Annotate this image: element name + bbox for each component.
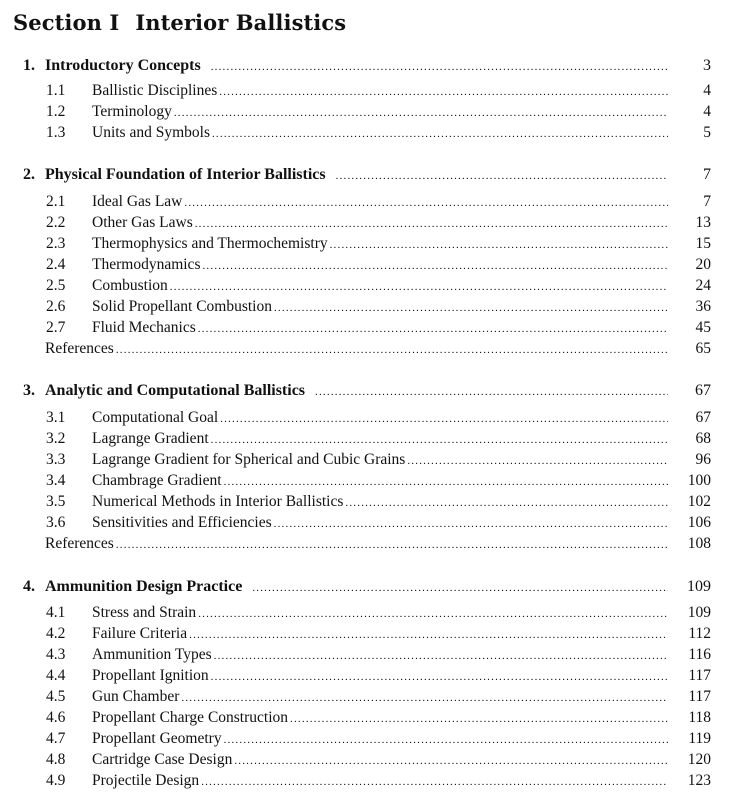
entry-number: 1.1 <box>46 82 66 99</box>
entry-number: 3.6 <box>46 514 66 531</box>
toc-chapter-entry[interactable] <box>0 382 730 403</box>
entry-title: Lagrange Gradient for Spherical and Cubic Grains <box>92 451 406 468</box>
entry-number: 2.5 <box>46 277 66 294</box>
entry-title: Ballistic Disciplines <box>92 82 218 99</box>
toc-entry[interactable] <box>0 298 730 319</box>
toc-entry[interactable] <box>0 751 730 772</box>
toc-entry[interactable] <box>0 124 730 145</box>
toc-chapter-entry[interactable] <box>0 57 730 78</box>
toc-entry[interactable] <box>0 235 730 256</box>
dot-leader <box>274 518 668 530</box>
entry-page-number: 123 <box>687 772 711 789</box>
dot-leader <box>224 476 668 488</box>
entry-title: References <box>45 340 114 357</box>
entry-title: Other Gas Laws <box>92 214 193 231</box>
entry-page-number: 67 <box>695 409 711 426</box>
dot-leader <box>198 323 668 335</box>
entry-number: 4.6 <box>46 709 66 726</box>
toc-entry[interactable] <box>0 430 730 451</box>
entry-title: Gun Chamber <box>92 688 180 705</box>
toc-entry[interactable] <box>0 646 730 667</box>
toc-entry[interactable] <box>0 256 730 277</box>
entry-page-number: 7 <box>703 166 711 183</box>
dot-leader <box>407 455 668 467</box>
entry-page-number: 106 <box>687 514 711 531</box>
toc-entry[interactable] <box>0 493 730 514</box>
dot-leader <box>211 434 668 446</box>
entry-title: Projectile Design <box>92 772 200 789</box>
dot-leader <box>184 197 668 209</box>
entry-page-number: 7 <box>703 193 711 210</box>
entry-page-number: 65 <box>695 340 711 357</box>
dot-leader <box>174 107 668 119</box>
dot-leader <box>336 170 668 182</box>
entry-page-number: 45 <box>695 319 711 336</box>
entry-page-number: 120 <box>687 751 711 768</box>
entry-page-number: 112 <box>688 625 711 642</box>
entry-number: 4.2 <box>46 625 66 642</box>
dot-leader <box>181 692 668 704</box>
entry-page-number: 109 <box>687 604 711 621</box>
entry-number: 3.3 <box>46 451 66 468</box>
dot-leader <box>116 344 668 356</box>
toc-entry[interactable] <box>0 625 730 646</box>
entry-title: Ammunition Design Practice <box>45 578 243 595</box>
toc-entry[interactable] <box>0 103 730 124</box>
entry-page-number: 4 <box>703 82 711 99</box>
entry-title: Ammunition Types <box>92 646 212 663</box>
dot-leader <box>189 629 668 641</box>
dot-leader <box>224 734 668 746</box>
entry-number: 4.8 <box>46 751 66 768</box>
entry-title: Thermophysics and Thermochemistry <box>92 235 328 252</box>
entry-number: 4.7 <box>46 730 66 747</box>
entry-page-number: 15 <box>695 235 711 252</box>
entry-title: Propellant Ignition <box>92 667 209 684</box>
entry-title: Lagrange Gradient <box>92 430 209 447</box>
entry-title: Numerical Methods in Interior Ballistics <box>92 493 344 510</box>
entry-number: 3.4 <box>46 472 66 489</box>
entry-page-number: 13 <box>695 214 711 231</box>
section-label: Section I <box>13 10 120 35</box>
entry-number: 3.1 <box>46 409 66 426</box>
entry-number: 2.7 <box>46 319 66 336</box>
entry-number: 3.5 <box>46 493 66 510</box>
dot-leader <box>201 776 668 788</box>
entry-number: 3.2 <box>46 430 66 447</box>
dot-leader <box>170 281 668 293</box>
dot-leader <box>198 608 668 620</box>
entry-title: Propellant Geometry <box>92 730 222 747</box>
dot-leader <box>212 128 668 140</box>
dot-leader <box>211 61 668 73</box>
section-title: Interior Ballistics <box>135 10 347 35</box>
entry-number: 2.2 <box>46 214 66 231</box>
toc-entry[interactable] <box>0 193 730 214</box>
entry-page-number: 24 <box>695 277 711 294</box>
entry-page-number: 117 <box>688 667 711 684</box>
toc-chapter-entry[interactable] <box>0 166 730 187</box>
dot-leader <box>219 86 668 98</box>
entry-page-number: 102 <box>687 493 711 510</box>
entry-page-number: 116 <box>688 646 711 663</box>
toc-entry[interactable] <box>0 604 730 625</box>
toc-entry[interactable] <box>0 730 730 751</box>
entry-page-number: 20 <box>695 256 711 273</box>
entry-title: Introductory Concepts <box>45 57 201 74</box>
entry-title: Stress and Strain <box>92 604 197 621</box>
dot-leader <box>214 650 668 662</box>
toc-entry[interactable] <box>0 451 730 472</box>
entry-title: Thermodynamics <box>92 256 201 273</box>
entry-number: 4.5 <box>46 688 66 705</box>
entry-number: 2. <box>23 166 35 183</box>
entry-number: 4.1 <box>46 604 66 621</box>
entry-title: Fluid Mechanics <box>92 319 196 336</box>
dot-leader <box>195 218 668 230</box>
entry-title: Physical Foundation of Interior Ballistics <box>45 166 326 183</box>
dot-leader <box>116 539 668 551</box>
entry-number: 2.4 <box>46 256 66 273</box>
dot-leader <box>220 413 668 425</box>
toc-entry[interactable] <box>0 409 730 430</box>
toc-entry[interactable] <box>0 688 730 709</box>
entry-page-number: 118 <box>688 709 711 726</box>
toc-entry[interactable] <box>0 277 730 298</box>
entry-title: Ideal Gas Law <box>92 193 183 210</box>
entry-title: Propellant Charge Construction <box>92 709 289 726</box>
entry-title: Failure Criteria <box>92 625 188 642</box>
toc-entry[interactable] <box>0 214 730 235</box>
entry-page-number: 109 <box>687 578 711 595</box>
toc-references-entry[interactable] <box>0 535 730 556</box>
entry-title: References <box>45 535 114 552</box>
entry-title: Combustion <box>92 277 168 294</box>
entry-number: 1.3 <box>46 124 66 141</box>
toc-references-entry[interactable] <box>0 340 730 361</box>
entry-page-number: 117 <box>688 688 711 705</box>
entry-number: 2.1 <box>46 193 66 210</box>
entry-page-number: 67 <box>695 382 711 399</box>
toc-entry[interactable] <box>0 514 730 535</box>
entry-number: 3. <box>23 382 35 399</box>
dot-leader <box>315 386 668 398</box>
toc-entry[interactable] <box>0 709 730 730</box>
dot-leader <box>345 497 668 509</box>
entry-title: Cartridge Case Design <box>92 751 233 768</box>
toc-entry[interactable] <box>0 82 730 103</box>
toc-entry[interactable] <box>0 319 730 340</box>
entry-title: Units and Symbols <box>92 124 210 141</box>
entry-page-number: 36 <box>695 298 711 315</box>
entry-number: 1.2 <box>46 103 66 120</box>
entry-title: Analytic and Computational Ballistics <box>45 382 306 399</box>
dot-leader <box>290 713 668 725</box>
entry-page-number: 119 <box>688 730 711 747</box>
entry-page-number: 100 <box>687 472 711 489</box>
entry-number: 1. <box>23 57 35 74</box>
entry-page-number: 68 <box>695 430 711 447</box>
entry-page-number: 3 <box>703 57 711 74</box>
entry-page-number: 108 <box>687 535 711 552</box>
dot-leader <box>252 582 668 594</box>
entry-number: 4. <box>23 578 35 595</box>
entry-title: Solid Propellant Combustion <box>92 298 272 315</box>
dot-leader <box>202 260 668 272</box>
entry-page-number: 96 <box>695 451 711 468</box>
entry-title: Computational Goal <box>92 409 219 426</box>
dot-leader <box>330 239 668 251</box>
dot-leader <box>274 302 668 314</box>
dot-leader <box>234 755 668 767</box>
toc-chapter-entry[interactable] <box>0 578 730 599</box>
entry-title: Chambrage Gradient <box>92 472 222 489</box>
entry-number: 4.3 <box>46 646 66 663</box>
toc-entry[interactable] <box>0 472 730 493</box>
toc-entry[interactable] <box>0 667 730 688</box>
entry-number: 2.6 <box>46 298 66 315</box>
entry-page-number: 5 <box>703 124 711 141</box>
entry-number: 2.3 <box>46 235 66 252</box>
entry-title: Sensitivities and Efficiencies <box>92 514 272 531</box>
entry-number: 4.4 <box>46 667 66 684</box>
dot-leader <box>211 671 668 683</box>
toc-entry[interactable] <box>0 772 730 793</box>
section-heading <box>13 10 346 35</box>
entry-page-number: 4 <box>703 103 711 120</box>
entry-number: 4.9 <box>46 772 66 789</box>
entry-title: Terminology <box>92 103 172 120</box>
